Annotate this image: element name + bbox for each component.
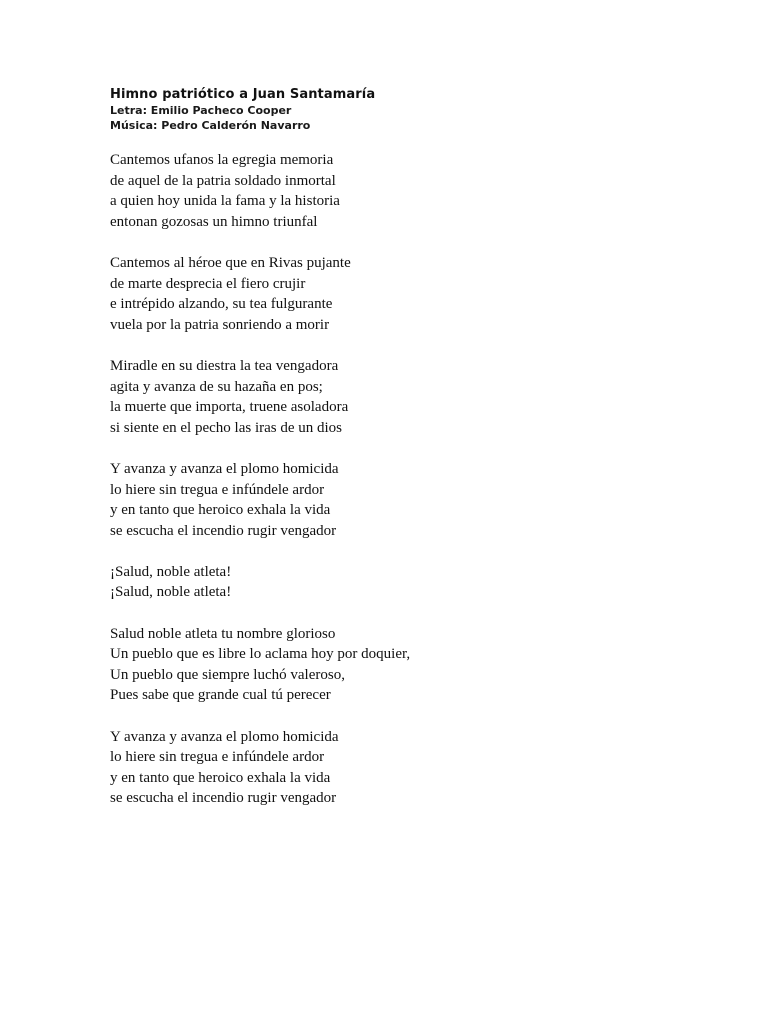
poem-body xyxy=(110,150,410,830)
poem-line: la muerte que importa, truene asoladora xyxy=(110,399,349,416)
poem-line: de marte desprecia el fiero crujir xyxy=(110,275,306,292)
poem-line: ¡Salud, noble atleta! xyxy=(110,563,232,580)
poem-line: Un pueblo que es libre lo aclama hoy por doquier, xyxy=(110,646,411,663)
poem-line: vuela por la patria sonriendo a morir xyxy=(110,316,330,333)
poem-line: entonan gozosas un himno triunfal xyxy=(110,213,318,230)
poem-line: lo hiere sin tregua e infúndele ardor xyxy=(110,481,325,498)
document-header xyxy=(110,86,375,133)
stanza xyxy=(110,253,410,335)
music-credit: Música: Pedro Calderón Navarro xyxy=(110,119,311,132)
poem-line: lo hiere sin tregua e infúndele ardor xyxy=(110,749,325,766)
poem-line: Y avanza y avanza el plomo homicida xyxy=(110,460,339,477)
poem-line: agita y avanza de su hazaña en pos; xyxy=(110,378,323,395)
poem-line: Cantemos al héroe que en Rivas pujante xyxy=(110,254,351,271)
poem-line: Miradle en su diestra la tea vengadora xyxy=(110,357,339,374)
poem-line: e intrépido alzando, su tea fulgurante xyxy=(110,296,333,313)
stanza xyxy=(110,727,410,809)
poem-line: Cantemos ufanos la egregia memoria xyxy=(110,152,334,168)
document-title: Himno patriótico a Juan Santamaría xyxy=(110,87,376,102)
poem-line: a quien hoy unida la fama y la historia xyxy=(110,193,340,210)
poem-line: Pues sabe que grande cual tú perecer xyxy=(110,687,331,704)
lyrics-credit: Letra: Emilio Pacheco Cooper xyxy=(110,104,292,117)
stanza xyxy=(110,624,410,706)
poem-line: Y avanza y avanza el plomo homicida xyxy=(110,728,339,745)
poem-line: Un pueblo que siempre luchó valeroso, xyxy=(110,666,345,683)
poem-line: ¡Salud, noble atleta! xyxy=(110,584,232,601)
poem-line: Salud noble atleta tu nombre glorioso xyxy=(110,625,336,642)
poem-line: se escucha el incendio rugir vengador xyxy=(110,522,337,539)
poem-line: y en tanto que heroico exhala la vida xyxy=(110,769,331,786)
poem-line: se escucha el incendio rugir vengador xyxy=(110,790,337,807)
stanza xyxy=(110,459,410,541)
poem-line: de aquel de la patria soldado inmortal xyxy=(110,172,336,189)
stanza xyxy=(110,562,410,603)
poem-line: si siente en el pecho las iras de un dios xyxy=(110,419,343,436)
poem-line: y en tanto que heroico exhala la vida xyxy=(110,502,331,519)
stanza xyxy=(110,356,410,438)
stanza xyxy=(110,150,410,232)
